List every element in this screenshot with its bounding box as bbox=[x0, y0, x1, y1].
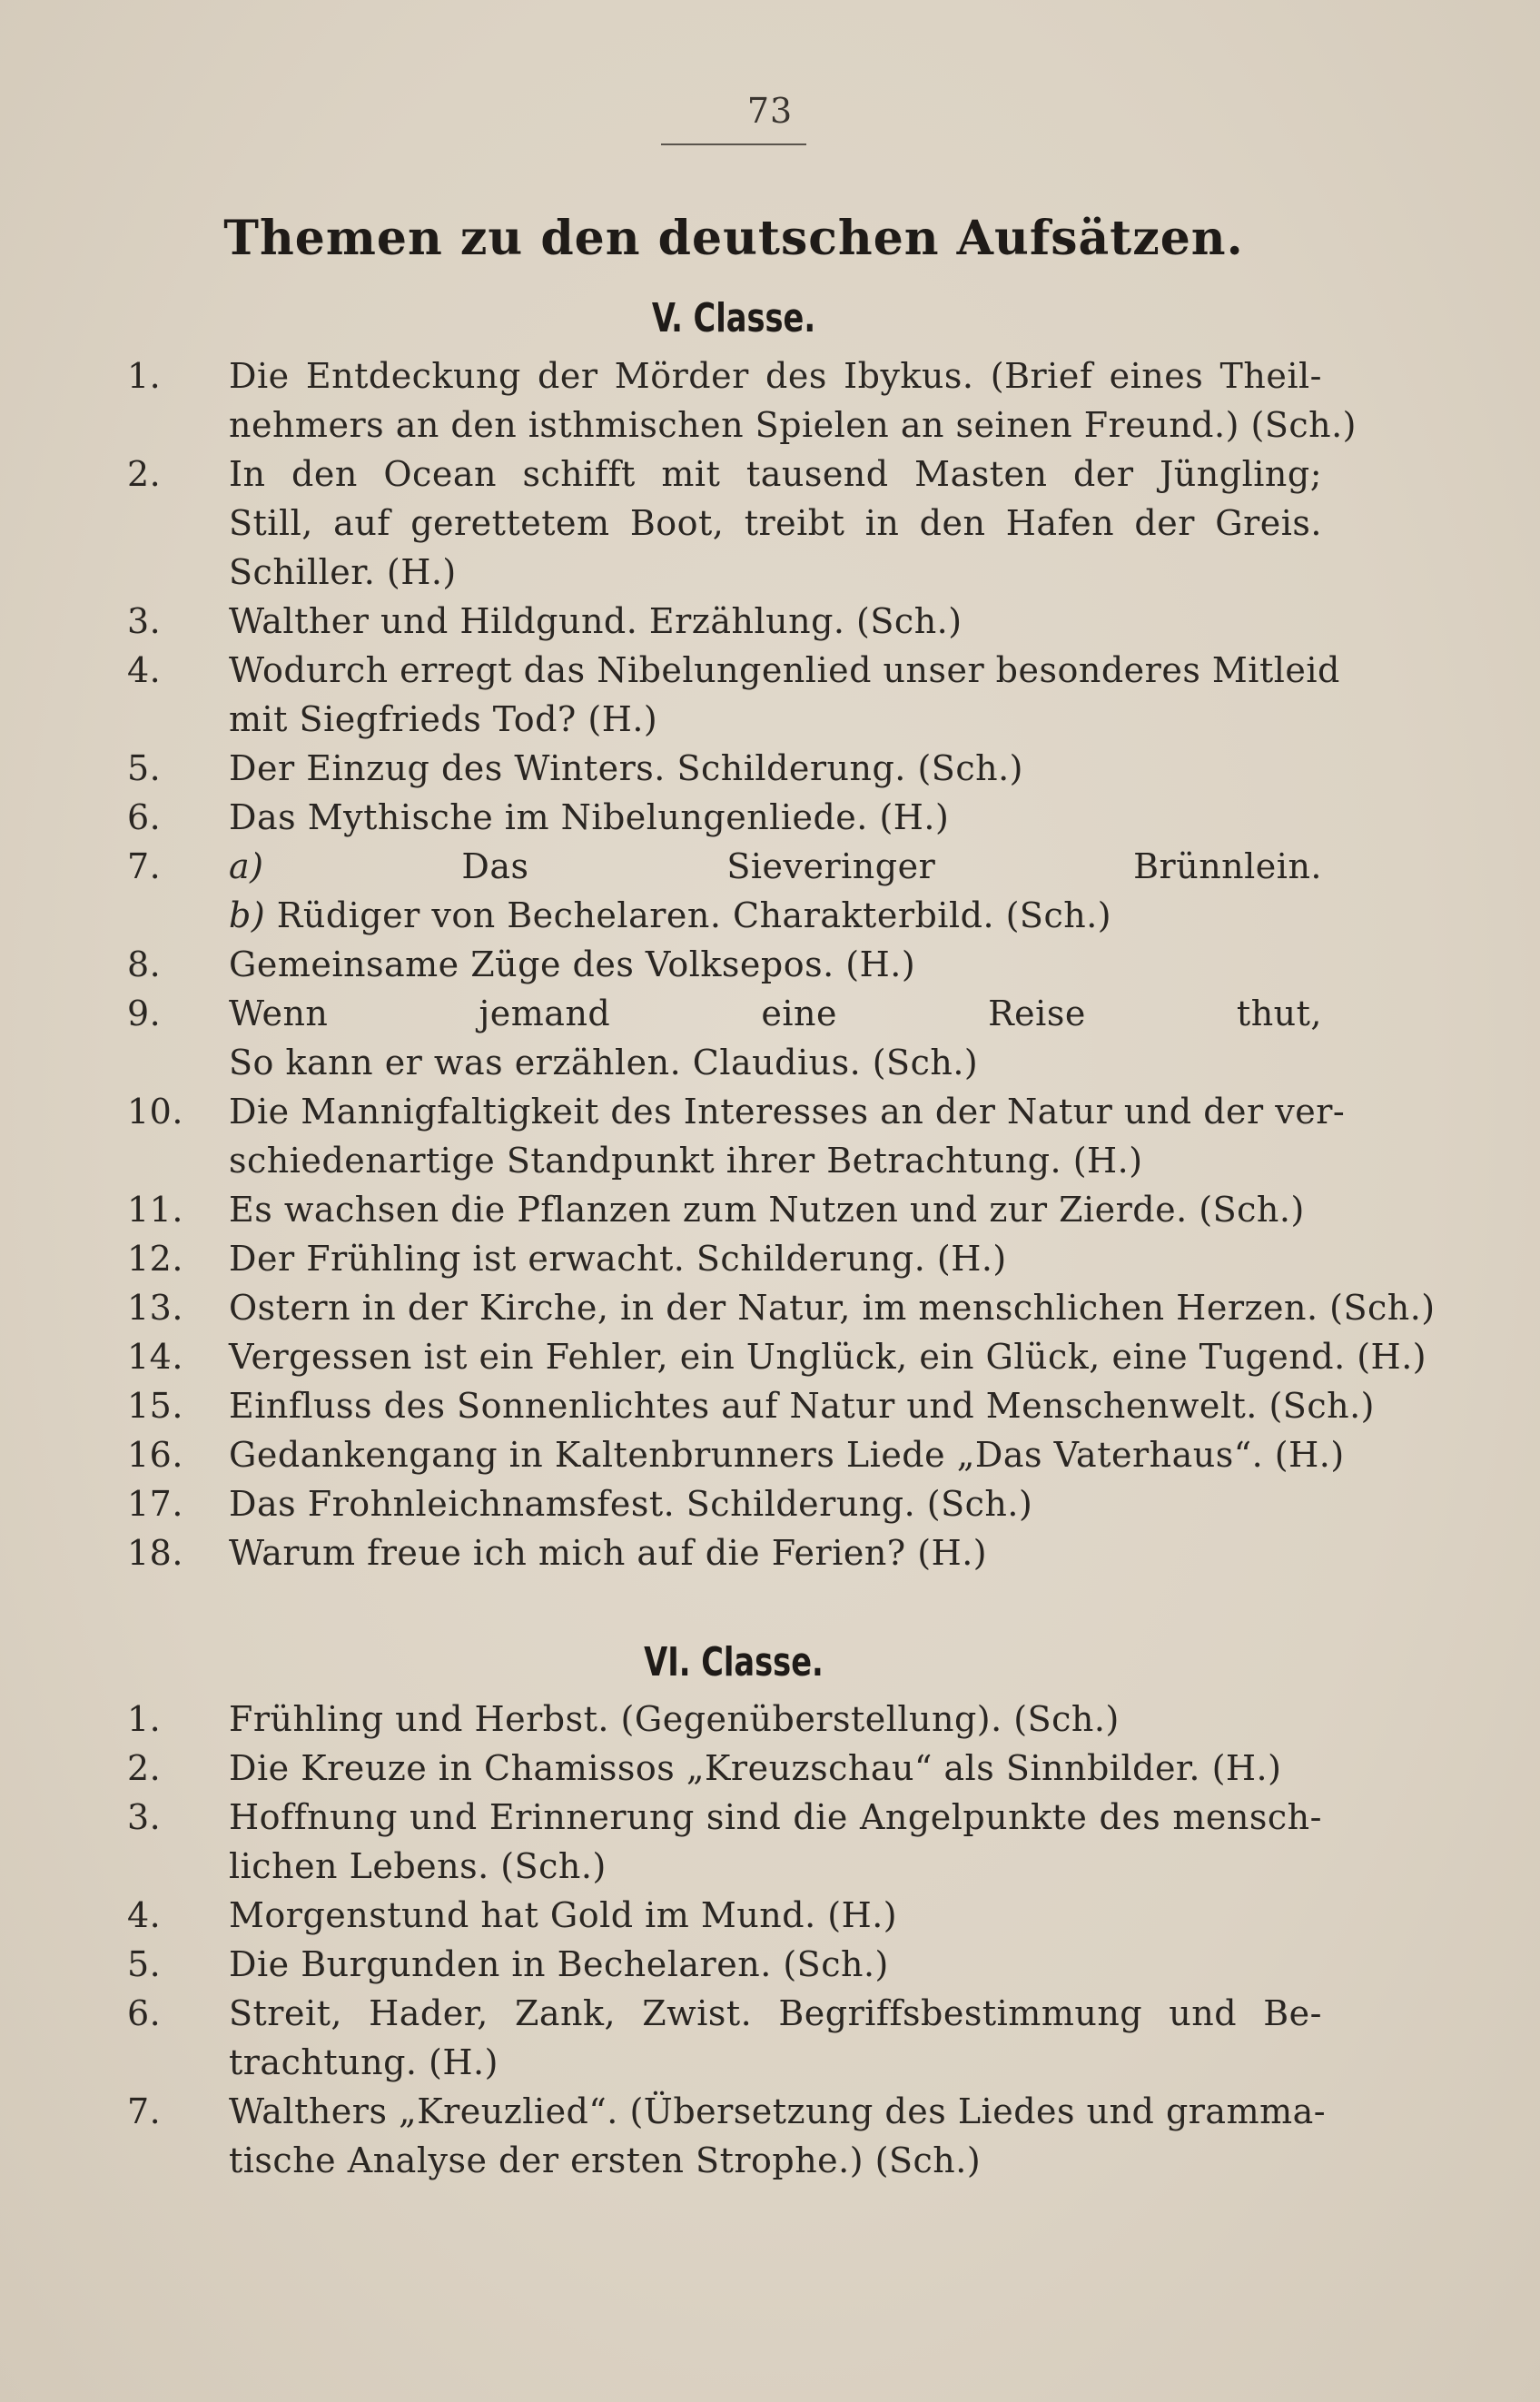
list-item bbox=[0, 1989, 1540, 2087]
item-number: 13. bbox=[127, 1288, 183, 1328]
item-text-line: Das Mythische im Nibelungenliede. (H.) bbox=[229, 797, 950, 837]
item-text-line: Wodurch erregt das Nibelungenlied unser besonderes Mitleid bbox=[229, 650, 1340, 690]
item-text-line: Still, auf gerettetem Boot, treibt in den Hafen der Greis. bbox=[229, 503, 1322, 543]
item-number: 10. bbox=[127, 1092, 183, 1132]
item-text-line: In den Ocean schifft mit tausend Masten der Jüngling; bbox=[229, 454, 1322, 494]
sub-item-marker: a) bbox=[229, 846, 264, 886]
item-text-line: Das Frohnleichnamsfest. Schilderung. (Sch.) bbox=[229, 1484, 1033, 1524]
item-number: 4. bbox=[127, 650, 162, 690]
list-item bbox=[0, 1479, 1540, 1528]
item-number: 4. bbox=[127, 1895, 162, 1935]
page-number: 73 bbox=[746, 91, 794, 131]
item-text-line: Walthers „Kreuzlied“. (Übersetzung des Liedes und gramma- bbox=[229, 2091, 1327, 2131]
item-text-line: Es wachsen die Pflanzen zum Nutzen und zur Zierde. (Sch.) bbox=[229, 1190, 1305, 1230]
list-item bbox=[0, 1087, 1540, 1185]
item-text-line: So kann er was erzählen. Claudius. (Sch.) bbox=[229, 1043, 979, 1082]
item-number: 5. bbox=[127, 1944, 162, 1984]
item-text-line: Die Entdeckung der Mörder des Ibykus. (Brief eines Theil- bbox=[229, 356, 1322, 396]
list-item bbox=[0, 597, 1540, 646]
list-item bbox=[0, 450, 1540, 597]
item-text-line: lichen Lebens. (Sch.) bbox=[229, 1846, 607, 1886]
list-item bbox=[0, 793, 1540, 842]
topic-list-vi-classe bbox=[0, 1695, 1540, 2185]
item-number: 1. bbox=[127, 1699, 162, 1739]
item-number: 3. bbox=[127, 1797, 162, 1837]
item-text-line: Die Mannigfaltigkeit des Interesses an der Natur und der ver- bbox=[229, 1092, 1346, 1132]
topic-list-v-classe bbox=[0, 351, 1540, 1577]
item-number: 2. bbox=[127, 1748, 162, 1788]
list-item bbox=[0, 351, 1540, 450]
item-number: 1. bbox=[127, 356, 162, 396]
list-item bbox=[0, 744, 1540, 793]
item-number: 7. bbox=[127, 2091, 162, 2131]
item-number: 9. bbox=[127, 993, 162, 1033]
item-number: 5. bbox=[127, 748, 162, 788]
list-item bbox=[0, 1185, 1540, 1234]
item-text-line: Die Burgunden in Bechelaren. (Sch.) bbox=[229, 1944, 889, 1984]
list-item bbox=[0, 1744, 1540, 1793]
item-text-line: mit Siegfrieds Tod? (H.) bbox=[229, 699, 658, 739]
item-text-line: Streit, Hader, Zank, Zwist. Begriffsbestimmung und Be- bbox=[229, 1993, 1322, 2033]
list-item bbox=[0, 1528, 1540, 1577]
item-text-line: Walther und Hildgund. Erzählung. (Sch.) bbox=[229, 601, 962, 641]
list-item bbox=[0, 1891, 1540, 1940]
list-item bbox=[0, 989, 1540, 1087]
item-number: 6. bbox=[127, 1993, 162, 2033]
sub-item-marker: b) bbox=[229, 895, 266, 935]
item-text-line: Hoffnung und Erinnerung sind die Angelpunkte des mensch- bbox=[229, 1797, 1322, 1837]
list-item bbox=[0, 1695, 1540, 1744]
item-number: 2. bbox=[127, 454, 162, 494]
list-item bbox=[0, 2087, 1540, 2185]
item-number: 6. bbox=[127, 797, 162, 837]
item-text-line: Vergessen ist ein Fehler, ein Unglück, ein Glück, eine Tugend. (H.) bbox=[229, 1337, 1427, 1377]
list-item bbox=[0, 1283, 1540, 1332]
item-text-line: Ostern in der Kirche, in der Natur, im menschlichen Herzen. (Sch.) bbox=[229, 1288, 1436, 1328]
item-number: 3. bbox=[127, 601, 162, 641]
item-number: 8. bbox=[127, 944, 162, 984]
list-item bbox=[0, 1793, 1540, 1891]
item-number: 7. bbox=[127, 846, 162, 886]
document-title: Themen zu den deutschen Aufsätzen. bbox=[223, 211, 1244, 266]
list-item bbox=[0, 1940, 1540, 1989]
item-text-line: nehmers an den isthmischen Spielen an seinen Freund.) (Sch.) bbox=[229, 405, 1357, 445]
section-heading-v-classe: V. Classe. bbox=[651, 295, 816, 341]
list-item bbox=[0, 1332, 1540, 1381]
list-item bbox=[0, 646, 1540, 744]
list-item bbox=[0, 842, 1540, 940]
item-text-line: Gedankengang in Kaltenbrunners Liede „Das Vaterhaus“. (H.) bbox=[229, 1435, 1345, 1475]
item-text-line: b) Rüdiger von Bechelaren. Charakterbild. (Sch.) bbox=[229, 895, 1112, 935]
item-text-line: Schiller. (H.) bbox=[229, 552, 457, 592]
item-number: 17. bbox=[127, 1484, 183, 1524]
item-text-line: Die Kreuze in Chamissos „Kreuzschau“ als Sinnbilder. (H.) bbox=[229, 1748, 1282, 1788]
item-text-line: Morgenstund hat Gold im Mund. (H.) bbox=[229, 1895, 898, 1935]
item-text-line: a) Das Sieveringer Brünnlein. bbox=[229, 846, 1322, 886]
list-item bbox=[0, 1430, 1540, 1479]
item-number: 15. bbox=[127, 1386, 183, 1426]
item-number: 14. bbox=[127, 1337, 183, 1377]
item-text-line: schiedenartige Standpunkt ihrer Betrachtung. (H.) bbox=[229, 1141, 1143, 1181]
list-item bbox=[0, 1381, 1540, 1430]
list-item bbox=[0, 940, 1540, 989]
item-number: 16. bbox=[127, 1435, 183, 1475]
section-heading-vi-classe: VI. Classe. bbox=[644, 1639, 824, 1685]
item-text-line: Gemeinsame Züge des Volksepos. (H.) bbox=[229, 944, 916, 984]
item-number: 11. bbox=[127, 1190, 183, 1230]
item-text-line: tische Analyse der ersten Strophe.) (Sch.) bbox=[229, 2140, 982, 2180]
item-text-line: Frühling und Herbst. (Gegenüberstellung). (Sch.) bbox=[229, 1699, 1120, 1739]
list-item bbox=[0, 1234, 1540, 1283]
item-number: 12. bbox=[127, 1239, 183, 1279]
item-number: 18. bbox=[127, 1533, 183, 1573]
item-text-line: Der Einzug des Winters. Schilderung. (Sch.) bbox=[229, 748, 1023, 788]
item-text-line: Einfluss des Sonnenlichtes auf Natur und Menschenwelt. (Sch.) bbox=[229, 1386, 1375, 1426]
item-text-line: Der Frühling ist erwacht. Schilderung. (H.) bbox=[229, 1239, 1007, 1279]
item-text-line: trachtung. (H.) bbox=[229, 2042, 499, 2082]
item-text-line: Warum freue ich mich auf die Ferien? (H.) bbox=[229, 1533, 988, 1573]
item-text-line: Wenn jemand eine Reise thut, bbox=[229, 993, 1322, 1033]
page-number-rule bbox=[661, 143, 806, 145]
